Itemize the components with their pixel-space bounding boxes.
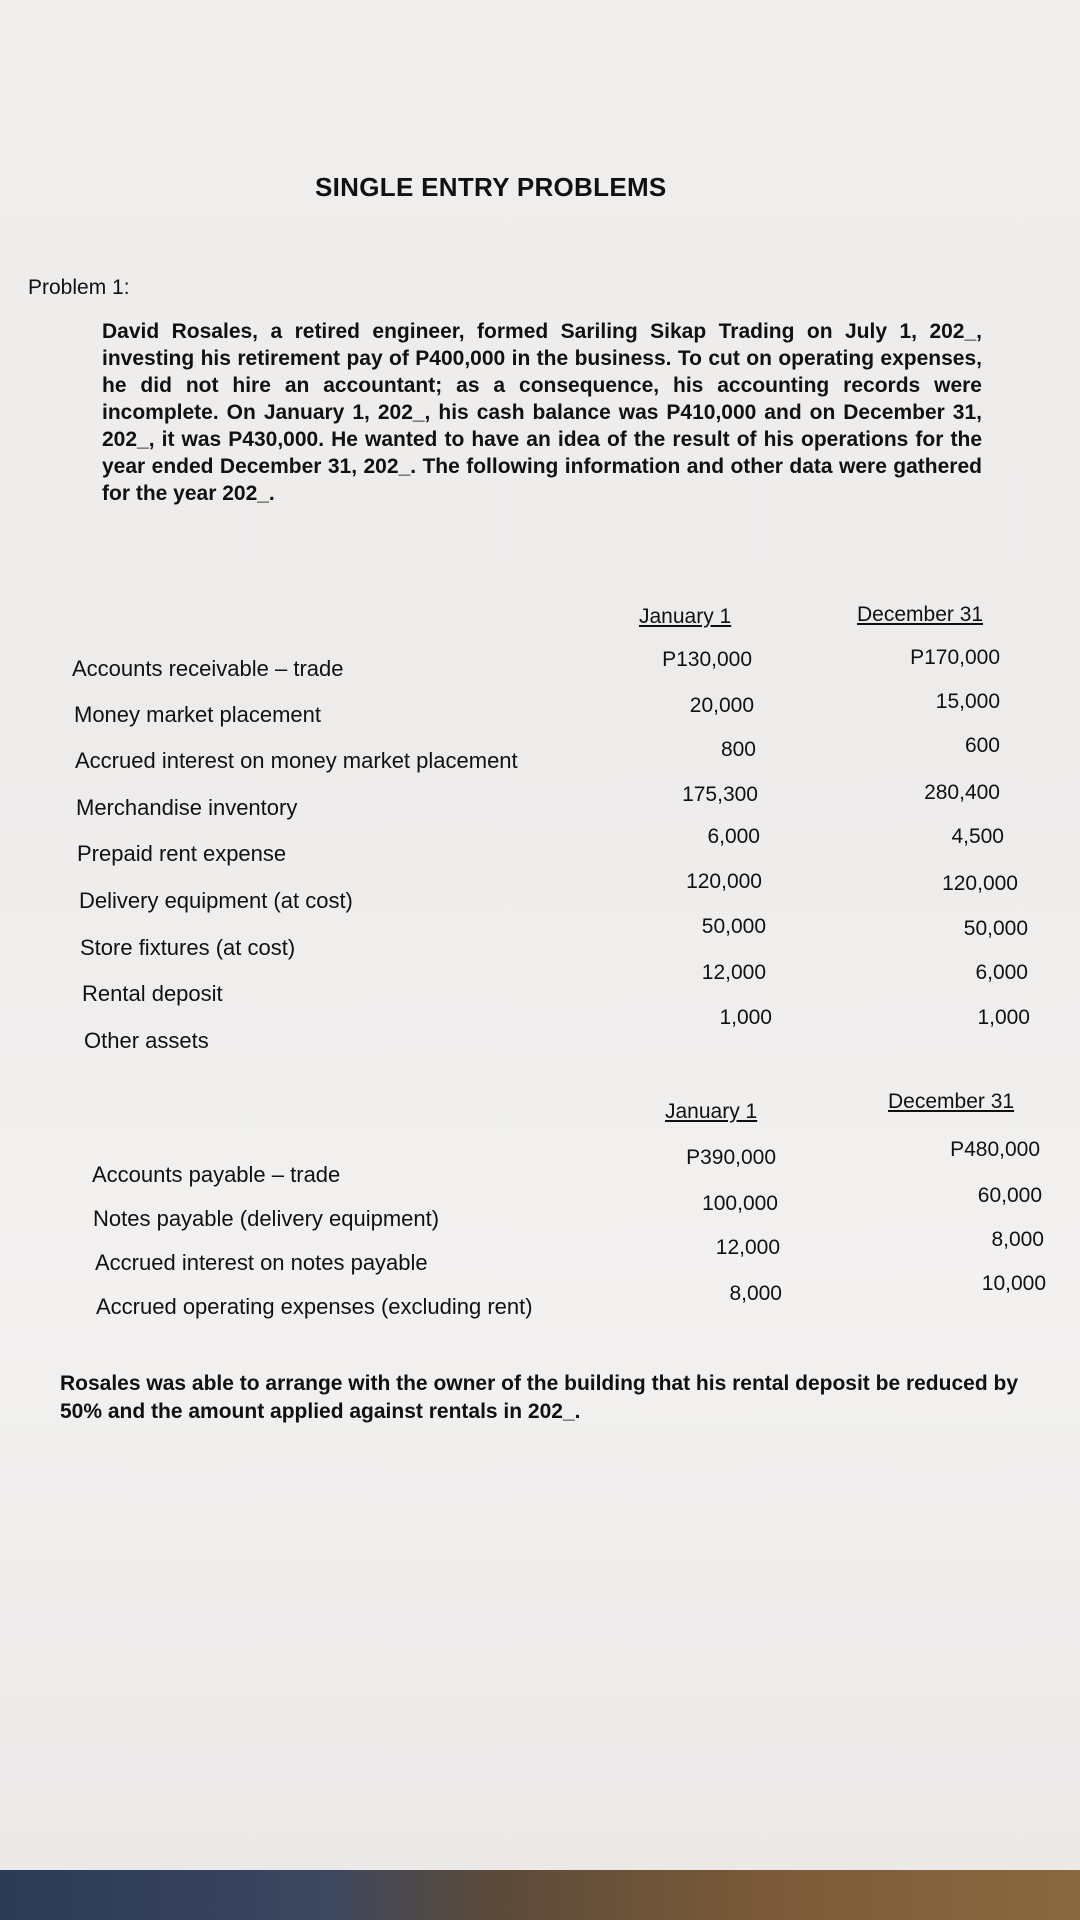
row-label: Notes payable (delivery equipment): [93, 1206, 440, 1231]
table-row: [0, 781, 1080, 825]
row-label: Accounts payable – trade: [92, 1162, 341, 1187]
table-row: [0, 1138, 1080, 1192]
table-row: [0, 825, 1080, 871]
document-title: SINGLE ENTRY PROBLEMS: [315, 172, 667, 202]
assets-col-december: December 31: [857, 603, 984, 626]
row-label: Rental deposit: [82, 981, 223, 1006]
row-december-value: 280,400: [924, 781, 1000, 804]
row-january-value: 8,000: [729, 1282, 782, 1305]
closing-text: Rosales was able to arrange with the owner of the building that his rental deposit be reduced by 50% and the amount applied against rentals in 202_.: [60, 1372, 1018, 1423]
row-december-value: P480,000: [950, 1138, 1040, 1161]
table-row: [0, 690, 1080, 732]
row-label: Money market placement: [74, 702, 321, 727]
row-label: Accrued operating expenses (excluding rent): [96, 1294, 533, 1319]
table-row: [0, 961, 1080, 1011]
table-row: [0, 1006, 1080, 1058]
table-row: [0, 734, 1080, 778]
row-december-value: 600: [964, 734, 1000, 757]
row-january-value: 20,000: [689, 694, 754, 717]
row-january-value: 120,000: [686, 870, 762, 893]
row-january-value: 12,000: [701, 961, 766, 984]
row-january-value: 100,000: [702, 1192, 778, 1215]
row-december-value: P170,000: [910, 646, 1000, 669]
liabilities-col-december: December 31: [888, 1090, 1015, 1113]
row-january-value: 175,300: [682, 783, 758, 806]
row-label: Accrued interest on notes payable: [95, 1250, 428, 1275]
row-label: Accrued interest on money market placement: [75, 748, 518, 773]
table-row: [0, 1228, 1080, 1280]
row-january-value: P130,000: [662, 648, 752, 671]
intro-paragraph: [102, 318, 982, 507]
row-label: Delivery equipment (at cost): [79, 888, 353, 913]
table-row: [0, 870, 1080, 918]
table-row: [0, 646, 1080, 686]
row-january-value: 12,000: [715, 1236, 780, 1259]
row-january-value: 1,000: [719, 1006, 772, 1029]
row-december-value: 6,000: [975, 961, 1028, 984]
table-row: [0, 915, 1080, 965]
row-label: Accounts receivable – trade: [72, 656, 344, 681]
row-december-value: 50,000: [963, 917, 1028, 940]
row-january-value: 800: [720, 738, 756, 761]
row-january-value: P390,000: [686, 1146, 776, 1169]
row-label: Store fixtures (at cost): [80, 935, 296, 960]
row-label: Prepaid rent expense: [77, 841, 287, 866]
row-december-value: 10,000: [981, 1272, 1046, 1295]
table-row: [0, 1184, 1080, 1236]
row-january-value: 6,000: [707, 825, 760, 848]
assets-col-january: January 1: [639, 605, 732, 628]
background-surface: [0, 1870, 1080, 1920]
row-december-value: 60,000: [977, 1184, 1042, 1207]
intro-text: David Rosales, a retired engineer, formed Sariling Sikap Trading on July 1, 202_, investing his retirement pay of P400,000 in the business. To cut on operating expenses, he did not hire an accountant; as a consequence, his accounting records were incomplete. On January 1, 202_, his cash balance was P410,000 and on December 31, 202_, it was P430,000. He wanted to have an idea of the result of his operations for the year ended December 31, 202_. The following information and other data were gathered for the year 202_.: [102, 320, 982, 505]
row-label: Other assets: [84, 1028, 209, 1053]
row-january-value: 50,000: [701, 915, 766, 938]
row-label: Merchandise inventory: [76, 795, 298, 820]
problem-label: Problem 1:: [28, 276, 130, 299]
closing-paragraph: [60, 1370, 1050, 1426]
row-december-value: 4,500: [951, 825, 1004, 848]
table-row: [0, 1272, 1080, 1324]
row-december-value: 15,000: [935, 690, 1000, 713]
row-december-value: 1,000: [977, 1006, 1030, 1029]
row-december-value: 8,000: [991, 1228, 1044, 1251]
liabilities-col-january: January 1: [665, 1100, 758, 1123]
row-december-value: 120,000: [942, 872, 1018, 895]
